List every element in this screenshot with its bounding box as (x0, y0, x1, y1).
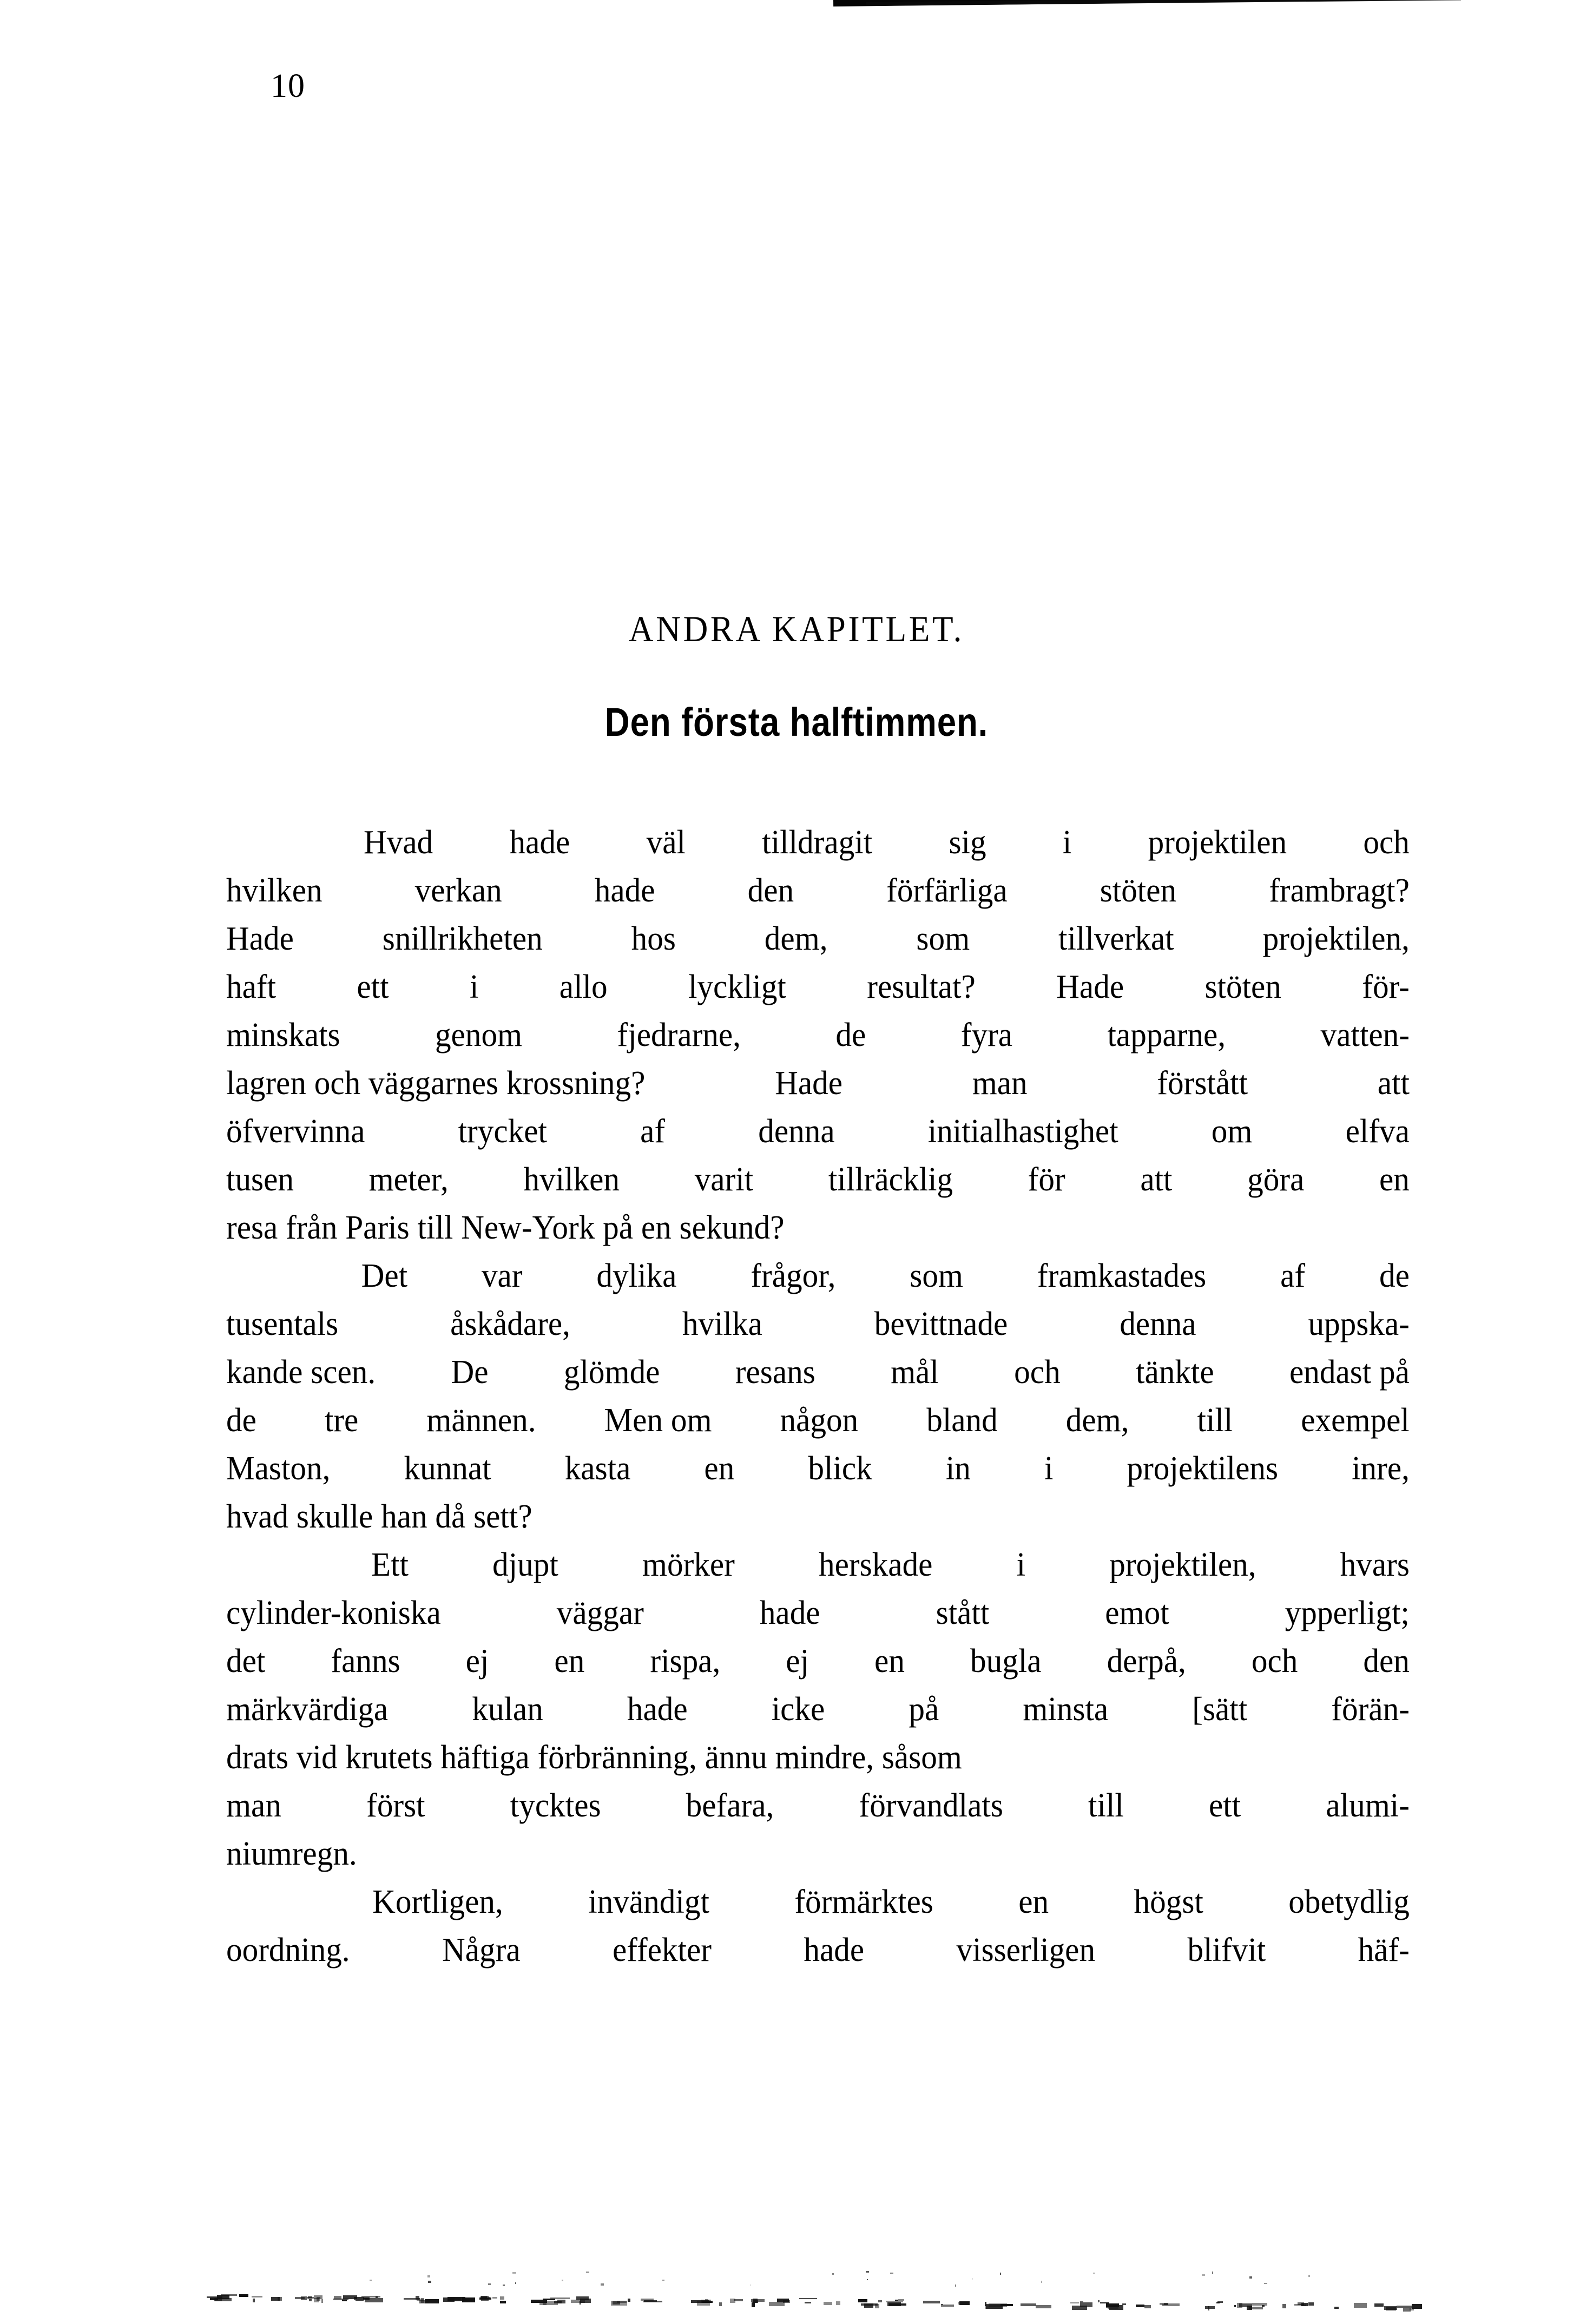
paragraph-indent (226, 1541, 287, 1589)
text-line: lagren och väggarnes krossning? Hade man förstått att (226, 1065, 1410, 1102)
scan-noise-specks (0, 2254, 1593, 2324)
text-line: resa från Paris till New-York på en sekund? (226, 1209, 785, 1246)
text-line: Hvad hade väl tilldragit sig i projektilen och (226, 819, 1410, 867)
scan-edge-top-bar-secondary (866, 0, 1461, 6)
paragraph (226, 819, 1465, 1252)
chapter-title: Den första halftimmen. (604, 700, 989, 745)
paragraph (226, 1252, 1465, 1541)
text-line: haft ett i allo lyckligt resultat? Hade stöten för- (226, 969, 1410, 1005)
text-line: Hade snillrikheten hos dem, som tillverkat projektilen, (226, 920, 1410, 957)
text-line: drats vid krutets häftiga förbränning, ännu mindre, såsom (226, 1739, 962, 1776)
paragraph (226, 1541, 1465, 1878)
text-line: märkvärdiga kulan hade icke på minsta [sätt förän- (226, 1691, 1410, 1728)
body-text (226, 819, 1465, 1974)
paragraph-indent (226, 819, 287, 867)
paragraph (226, 1878, 1465, 1974)
text-line: Maston, kunnat kasta en blick in i projektilens inre, (226, 1450, 1410, 1487)
paragraph-indent (226, 1252, 287, 1300)
paragraph-indent (226, 1878, 287, 1926)
text-line: oordning. Några effekter hade visserligen blifvit häf- (226, 1932, 1410, 1969)
text-line: hvad skulle han då sett? (226, 1498, 532, 1535)
text-line: cylinder-koniska väggar hade stått emot ypperligt; (226, 1595, 1410, 1631)
text-line: Det var dylika frågor, som framkastades af de (226, 1252, 1410, 1300)
page-number: 10 (271, 68, 305, 104)
text-line: Ett djupt mörker herskade i projektilen, hvars (226, 1541, 1410, 1589)
text-line: man först tycktes befara, förvandlats till ett alumi- (226, 1787, 1410, 1824)
chapter-label: ANDRA KAPITLET. (628, 608, 965, 649)
text-line: kande scen. De glömde resans mål och tänkte endast på (226, 1354, 1410, 1391)
text-line: niumregn. (226, 1835, 357, 1872)
text-line: de tre männen. Men om någon bland dem, till exempel (226, 1402, 1410, 1439)
text-line: hvilken verkan hade den förfärliga stöten frambragt? (226, 872, 1410, 909)
text-line: Kortligen, invändigt förmärktes en högst obetydlig (226, 1878, 1410, 1926)
text-line: det fanns ej en rispa, ej en bugla derpå, och den (226, 1643, 1410, 1680)
text-line: minskats genom fjedrarne, de fyra tapparne, vatten- (226, 1017, 1410, 1054)
text-line: öfvervinna trycket af denna initialhastighet om elfva (226, 1113, 1410, 1150)
text-line: tusen meter, hvilken varit tillräcklig för att göra en (226, 1161, 1410, 1198)
text-line: tusentals åskådare, hvilka bevittnade denna uppska- (226, 1306, 1410, 1342)
